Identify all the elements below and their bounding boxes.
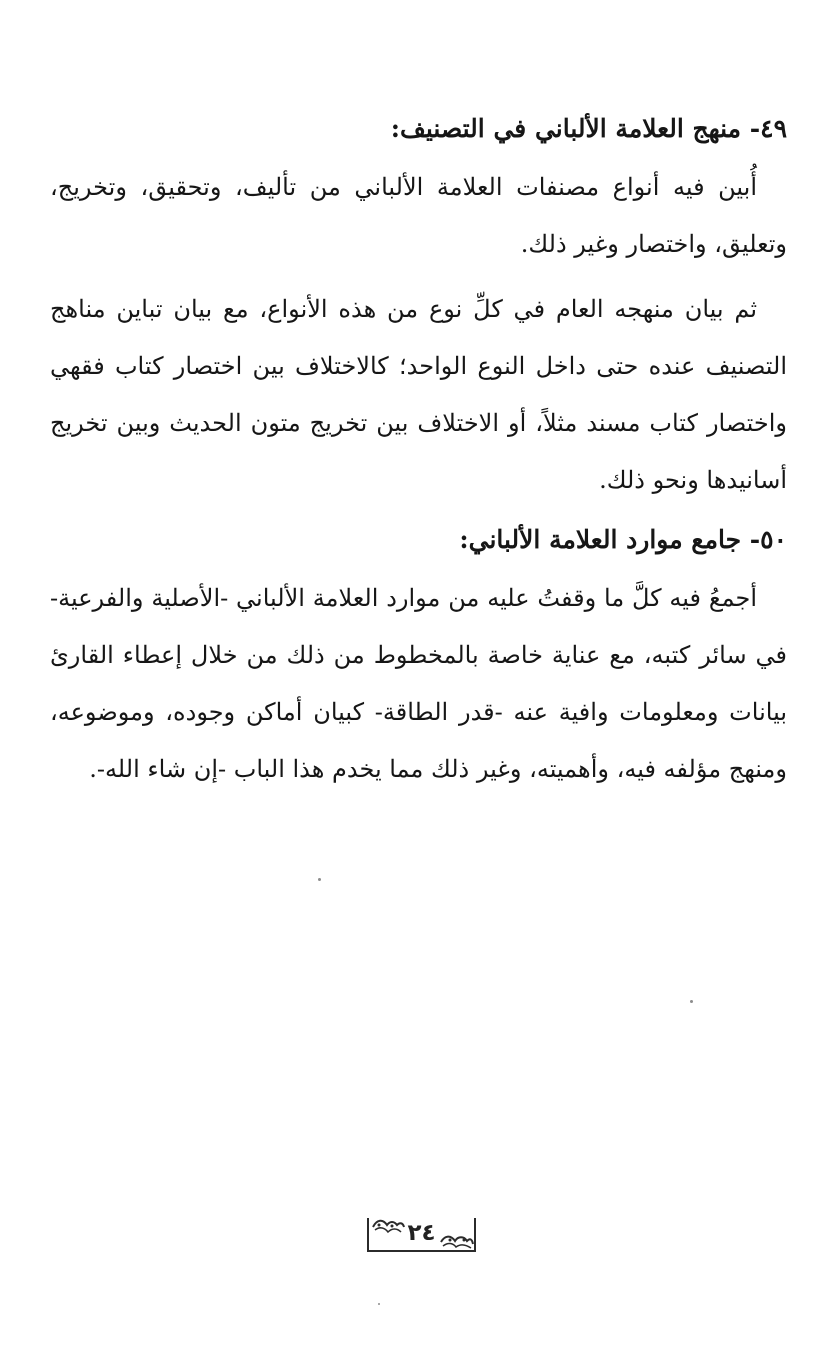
floral-ornament-icon [440, 1232, 474, 1250]
section-49-paragraph-2: ثم بيان منهجه العام في كلِّ نوع من هذه الأنواع، مع بيان تباين مناهج التصنيف عنده حتى داخل النوع الواحد؛ كالاختلاف بين اختصار كتاب فقهي واختصار كتاب مسند مثلاً، أو الاختلاف بين تخريج متون الحديث وبين تخريج أسانيدها ونحو ذلك. [50, 295, 787, 494]
section-heading-49: ٤٩- منهج العلامة الألباني في التصنيف: [390, 114, 787, 143]
paragraph-spacing [50, 273, 787, 281]
section-50-paragraph-1: أجمعُ فيه كلَّ ما وقفتُ عليه من موارد العلامة الألباني -الأصلية والفرعية- في سائر كتبه، مع عناية خاصة بالمخطوط من ذلك من خلال إعطاء القارئ بيانات ومعلومات وافية عنه -قدر الطاقة- كبيان أماكن وجوده، وموضوعه، ومنهج مؤلفه فيه، وأهميته، وغير ذلك مما يخدم هذا الباب -إن شاء الله-. [50, 584, 788, 783]
page-number: ٢٤ [407, 1220, 436, 1246]
paper-speck [378, 1303, 380, 1305]
section-49-paragraph-1: أُبين فيه أنواع مصنفات العلامة الألباني من تأليف، وتحقيق، وتخريج، وتعليق، واختصار وغير ذلك. [50, 173, 787, 258]
section-heading-50: ٥٠- جامع موارد العلامة الألباني: [459, 525, 787, 554]
paper-speck [690, 1000, 693, 1003]
page-number-frame [367, 1218, 476, 1252]
page-body [50, 100, 787, 798]
paper-speck [318, 878, 321, 881]
